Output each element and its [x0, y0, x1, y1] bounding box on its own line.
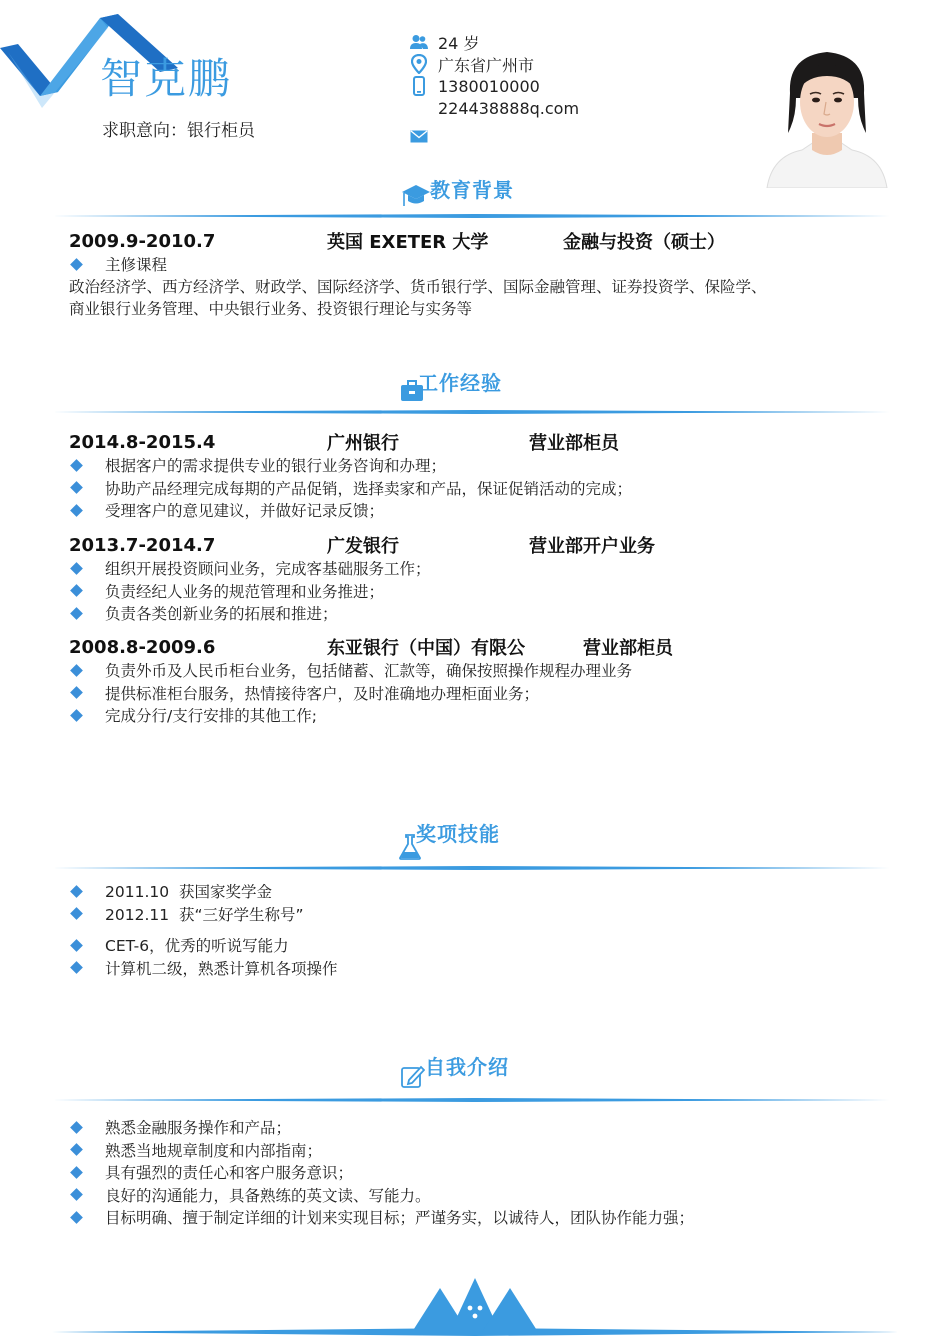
list-item: 具有强烈的责任心和客户服务意识；	[69, 1161, 889, 1184]
bullet-diamond-icon	[70, 459, 83, 472]
list-item: 负责外币及人民币柜台业务，包括储蓄、汇款等，确保按照操作规程办理业务	[69, 659, 889, 682]
list-item: 负责经纪人业务的规范管理和业务推进；	[69, 580, 889, 603]
education-entry	[69, 229, 889, 321]
age-text: 24 岁	[438, 33, 480, 53]
bullet-diamond-icon	[70, 1143, 83, 1156]
candidate-name: 智克鹏	[100, 54, 233, 103]
job-company: 广州银行	[327, 433, 399, 454]
job-position: 营业部开户业务	[529, 536, 655, 557]
bullet-diamond-icon	[70, 1211, 83, 1224]
bullet-diamond-icon	[70, 686, 83, 699]
list-item: 根据客户的需求提供专业的银行业务咨询和办理；	[69, 454, 889, 477]
bullet-diamond-icon	[70, 584, 83, 597]
phone-icon	[408, 75, 430, 97]
job-intent: 求职意向：银行柜员	[102, 121, 255, 141]
job-date: 2014.8-2015.4	[69, 431, 216, 453]
section-divider	[52, 1098, 897, 1102]
job-position: 营业部柜员	[529, 433, 619, 454]
email-text: 224438888q.com	[438, 98, 580, 118]
graduation-cap-icon	[400, 182, 430, 208]
list-item: 良好的沟通能力，具备熟练的英文读、写能力。	[69, 1184, 889, 1207]
courses-text: 商业银行业务管理、中央银行业务、投资银行理论与实务等	[69, 300, 473, 318]
list-item: 主修课程	[69, 253, 889, 276]
list-item: 计算机二级，熟悉计算机各项操作	[69, 957, 889, 980]
list-item: 2011.10 获国家奖学金	[69, 880, 889, 903]
intro-title: 自我介绍	[425, 1055, 509, 1079]
list-item: 组织开展投资顾问业务，完成客基础服务工作；	[69, 557, 889, 580]
bullet-diamond-icon	[70, 885, 83, 898]
contact-age	[408, 31, 579, 53]
education-major: 金融与投资（硕士）	[563, 232, 725, 253]
contact-info	[408, 31, 579, 147]
job-company: 广发银行	[327, 536, 399, 557]
work-entry	[69, 635, 889, 727]
bullet-diamond-icon	[70, 562, 83, 575]
bullet-diamond-icon	[70, 1121, 83, 1134]
list-item: 熟悉当地规章制度和内部指南；	[69, 1139, 889, 1162]
edit-icon	[401, 1064, 425, 1088]
list-item: 协助产品经理完成每期的产品促销，选择卖家和产品，保证促销活动的完成；	[69, 477, 889, 500]
bullet-diamond-icon	[70, 907, 83, 920]
awards-title: 奖项技能	[416, 822, 500, 846]
bullet-diamond-icon	[70, 939, 83, 952]
skills-list	[69, 934, 889, 979]
intro-list	[69, 1116, 889, 1229]
contact-phone	[408, 75, 579, 97]
phone-text: 1380010000	[438, 76, 540, 96]
bullet-diamond-icon	[70, 664, 83, 677]
list-item: 2012.11 获“三好学生称号”	[69, 903, 889, 926]
job-date: 2008.8-2009.6	[69, 636, 216, 658]
bullet-diamond-icon	[70, 504, 83, 517]
education-date: 2009.9-2010.7	[69, 230, 216, 252]
contact-email	[408, 97, 579, 119]
location-pin-icon	[408, 53, 430, 75]
job-position: 营业部柜员	[583, 638, 673, 659]
profile-photo	[762, 38, 892, 188]
list-item: 目标明确、擅于制定详细的计划来实现目标；严谨务实，以诚待人，团队协作能力强；	[69, 1206, 889, 1229]
awards-list	[69, 880, 889, 925]
contact-location	[408, 53, 579, 75]
list-item: 提供标准柜台服务，热情接待客户，及时准确地办理柜面业务；	[69, 682, 889, 705]
list-item: 熟悉金融服务操作和产品；	[69, 1116, 889, 1139]
job-company: 东亚银行（中国）有限公	[327, 638, 525, 659]
bullet-diamond-icon	[70, 1188, 83, 1201]
footer-mountain-decoration	[0, 1270, 950, 1344]
bullet-diamond-icon	[70, 709, 83, 722]
courses-text: 政治经济学、西方经济学、财政学、国际经济学、货币银行学、国际金融管理、证券投资学、保险学、	[69, 277, 767, 296]
work-entry	[69, 430, 889, 522]
list-item: CET-6，优秀的听说写能力	[69, 934, 889, 957]
list-item: 负责各类创新业务的拓展和推进；	[69, 602, 889, 625]
list-item: 受理客户的意见建议，并做好记录反馈；	[69, 499, 889, 522]
bullet-diamond-icon	[70, 258, 83, 271]
bullet-diamond-icon	[70, 607, 83, 620]
education-school: 英国 EXETER 大学	[327, 232, 489, 253]
bullet-diamond-icon	[70, 1166, 83, 1179]
contact-mail	[408, 125, 579, 147]
bullet-diamond-icon	[70, 481, 83, 494]
education-title: 教育背景	[430, 178, 514, 202]
work-entry	[69, 533, 889, 625]
section-divider	[52, 410, 897, 414]
section-divider	[52, 866, 897, 870]
user-icon	[408, 31, 430, 53]
list-item: 完成分行/支行安排的其他工作;	[69, 704, 889, 727]
job-date: 2013.7-2014.7	[69, 534, 216, 556]
work-title: 工作经验	[418, 371, 502, 395]
bullet-diamond-icon	[70, 961, 83, 974]
section-divider	[52, 214, 897, 218]
location-text: 广东省广州市	[438, 55, 535, 75]
mail-icon	[408, 125, 430, 147]
